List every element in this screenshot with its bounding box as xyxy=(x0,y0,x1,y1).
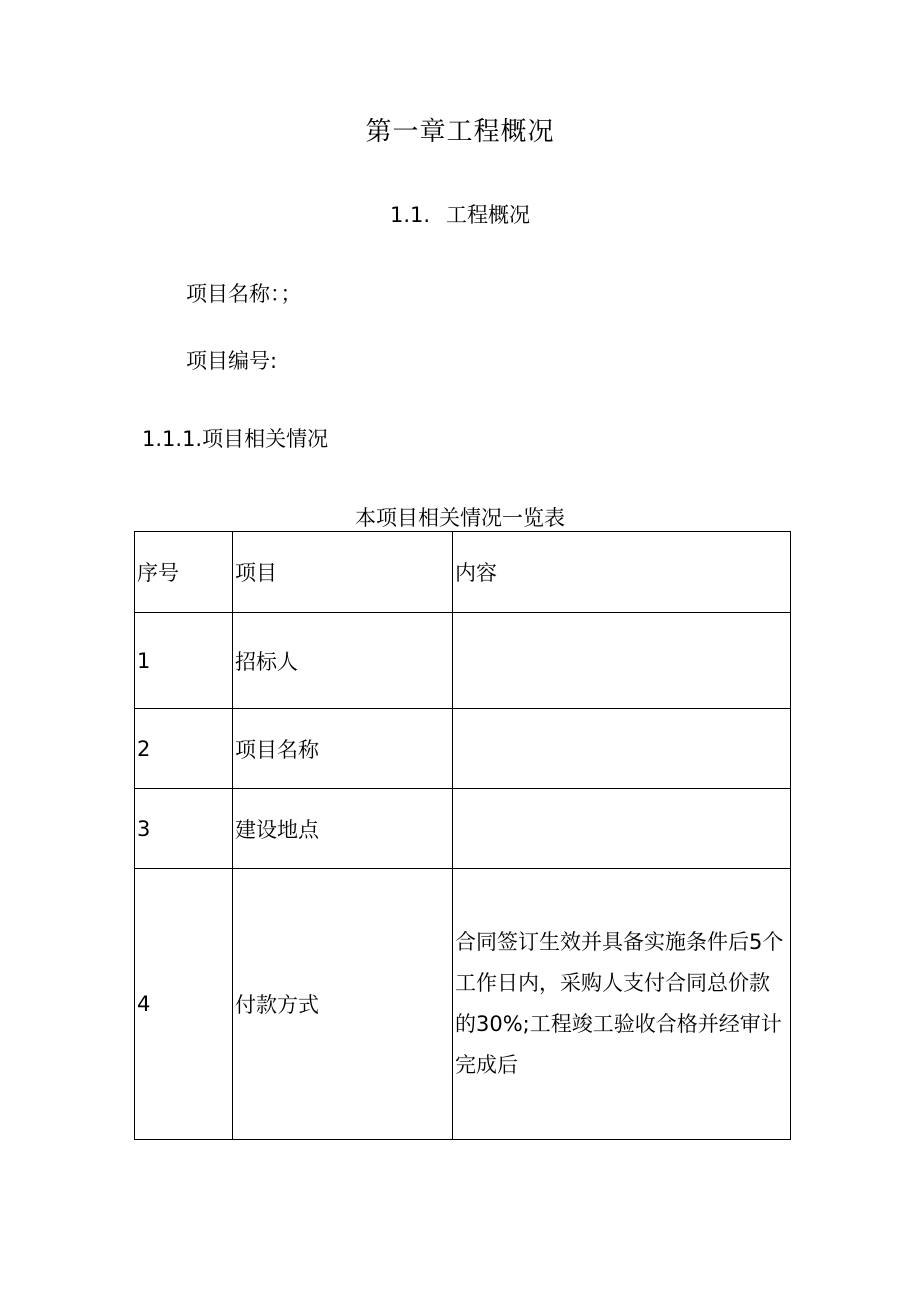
table-row xyxy=(135,709,791,789)
project-name-field: 项目名称：； xyxy=(186,282,302,306)
row-item: 招标人 xyxy=(233,613,453,709)
project-code-field: 项目编号: xyxy=(186,349,278,373)
table-header-row xyxy=(135,532,791,613)
row-content: 合同签订生效并具备实施条件后5个工作日内，采购人支付合同总价款的30%;工程竣工验收合格并经审计完成后 xyxy=(453,869,791,1140)
row-no: 1 xyxy=(135,613,233,709)
section-number: 1.1. xyxy=(389,203,431,227)
header-item: 项目 xyxy=(233,532,453,613)
row-no: 3 xyxy=(135,789,233,869)
row-item: 建设地点 xyxy=(233,789,453,869)
table-row xyxy=(135,613,791,709)
row-item: 项目名称 xyxy=(233,709,453,789)
subsection-title: 1.1.1.项目相关情况 xyxy=(142,427,329,451)
section-title: 工程概况 xyxy=(446,203,531,227)
row-content xyxy=(453,709,791,789)
row-no: 2 xyxy=(135,709,233,789)
row-content xyxy=(453,613,791,709)
table-row xyxy=(135,789,791,869)
row-no: 4 xyxy=(135,869,233,1140)
section-heading xyxy=(0,198,920,232)
table-row xyxy=(135,869,791,1140)
project-info-table xyxy=(134,531,791,1140)
table-caption: 本项目相关情况一览表 xyxy=(355,506,565,530)
header-content: 内容 xyxy=(453,532,791,613)
header-no: 序号 xyxy=(135,532,233,613)
row-content xyxy=(453,789,791,869)
chapter-title: 第一章工程概况 xyxy=(365,117,555,147)
row-item: 付款方式 xyxy=(233,869,453,1140)
